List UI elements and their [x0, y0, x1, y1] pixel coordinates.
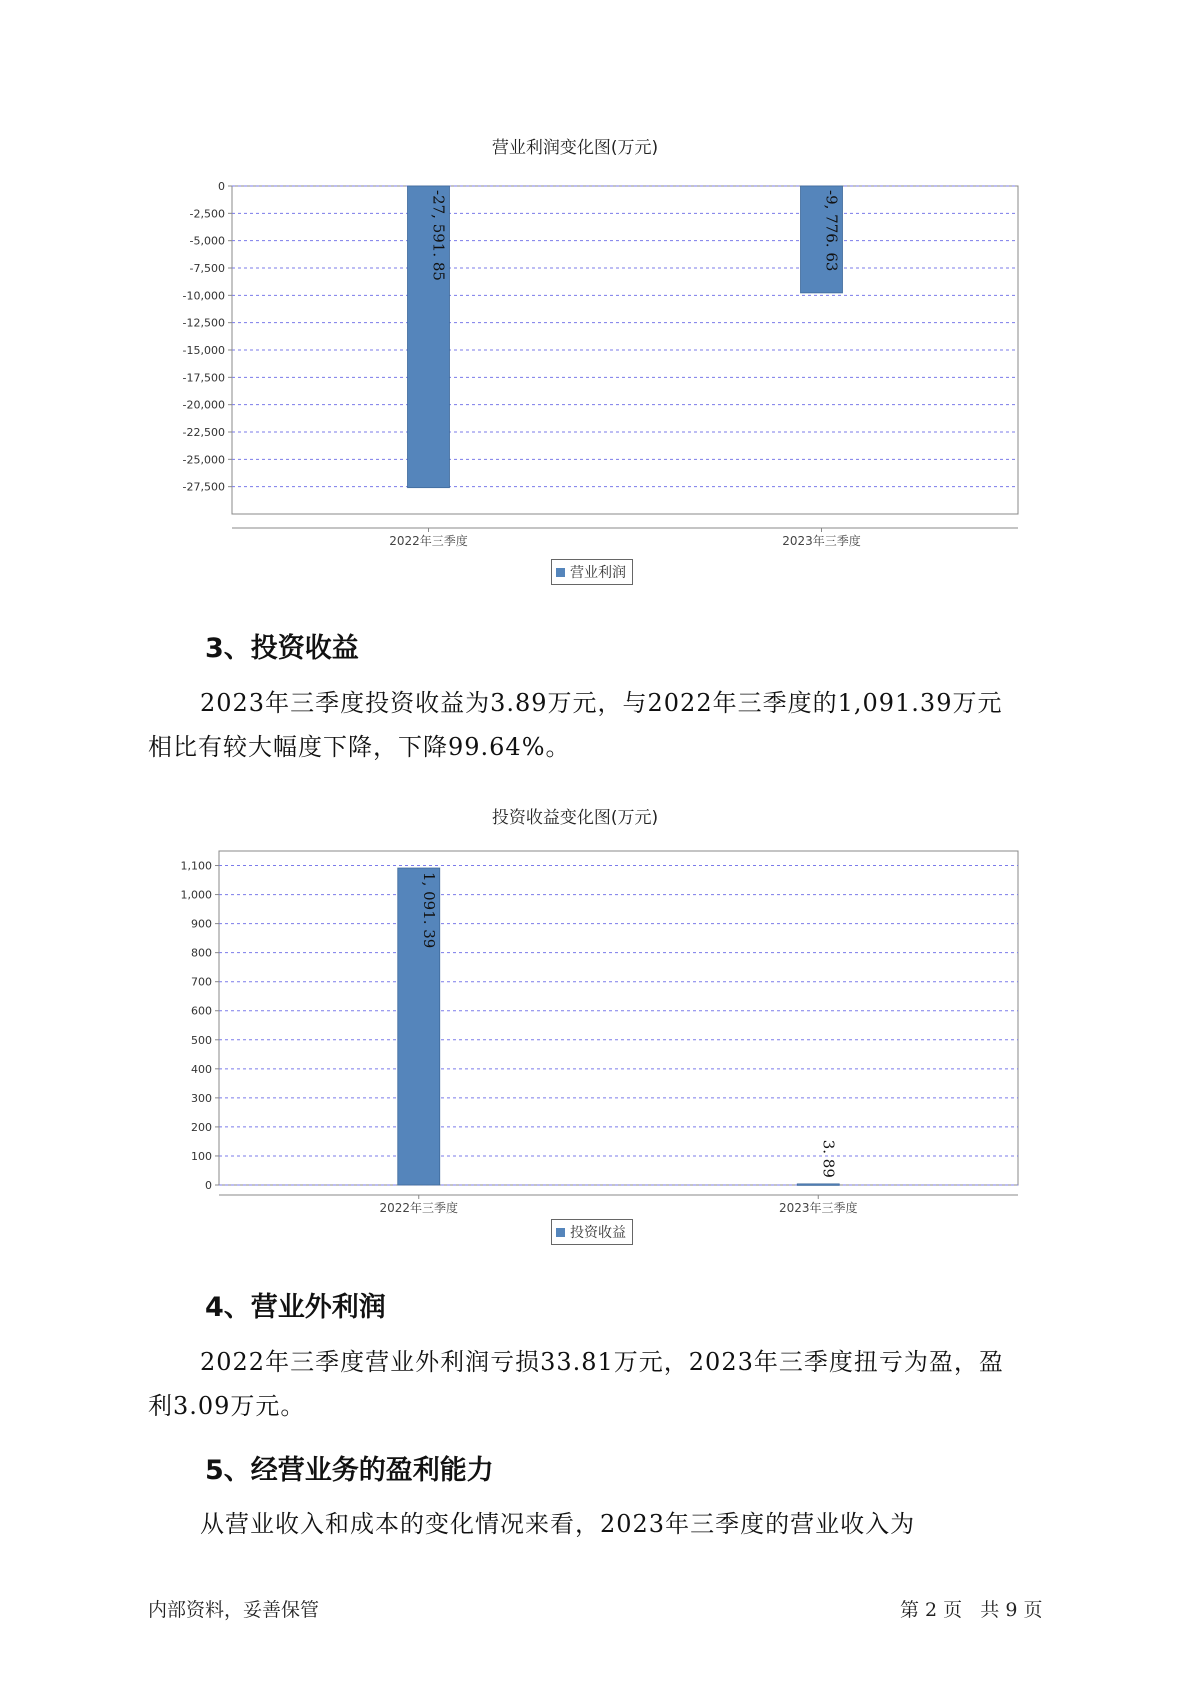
y-tick-label: 500	[191, 1033, 212, 1047]
plot-frame	[219, 851, 1018, 1185]
y-tick-label: -7,500	[189, 262, 225, 275]
y-tick-label: -10,000	[182, 289, 225, 303]
y-tick-label: 1,100	[180, 859, 212, 873]
section5-paragraph	[148, 1502, 1068, 1546]
section4-line-2: 利3.09万元。	[148, 1392, 306, 1420]
section4-paragraph	[148, 1340, 1068, 1428]
y-tick-label: -20,000	[182, 398, 225, 412]
chart2-legend	[551, 1219, 633, 1245]
data-label: 1, 091. 39	[419, 872, 438, 949]
x-tick-label: 2023年三季度	[782, 534, 861, 548]
chart2-title: 投资收益变化图(万元)	[491, 808, 659, 828]
y-tick-label: 200	[191, 1120, 212, 1134]
y-tick-label: 900	[191, 917, 212, 931]
section3-heading: 3、投资收益	[205, 633, 359, 664]
data-label: -27, 591. 85	[429, 190, 448, 281]
y-tick-label: 100	[191, 1149, 212, 1163]
y-tick-label: 800	[191, 946, 212, 960]
chart1-legend-label: 营业利润	[570, 565, 626, 581]
section3-line-1: 2023年三季度投资收益为3.89万元，与2022年三季度的1,091.39万元	[200, 689, 1003, 717]
y-tick-label: -22,500	[182, 426, 225, 439]
y-tick-label: 600	[191, 1004, 212, 1018]
x-tick-label: 2023年三季度	[778, 1201, 858, 1215]
x-tick-label: 2022年三季度	[389, 534, 468, 548]
bar	[797, 1184, 839, 1186]
y-tick-label: 400	[191, 1062, 212, 1076]
y-tick-label: -17,500	[182, 371, 225, 385]
y-tick-label: 300	[191, 1091, 212, 1105]
x-tick-label: 2022年三季度	[379, 1201, 459, 1215]
y-tick-label: -12,500	[182, 316, 225, 330]
section5-heading: 5、经营业务的盈利能力	[205, 1455, 494, 1486]
y-tick-label: -27,500	[182, 480, 225, 494]
y-tick-label: 1,000	[180, 888, 212, 902]
legend-swatch	[556, 1228, 565, 1237]
footer-right: 第 2 页 共 9 页	[900, 1599, 1043, 1621]
section5-line-1: 从营业收入和成本的变化情况来看，2023年三季度的营业收入为	[200, 1510, 916, 1538]
y-tick-label: -25,000	[182, 453, 225, 467]
y-tick-label: 0	[218, 180, 225, 193]
chart1-title: 营业利润变化图(万元)	[491, 138, 659, 158]
y-tick-label: -2,500	[189, 207, 225, 221]
footer-left: 内部资料，妥善保管	[148, 1599, 320, 1621]
chart2-legend-label: 投资收益	[570, 1225, 626, 1241]
y-tick-label: -5,000	[189, 234, 225, 248]
y-tick-label: -15,000	[182, 344, 225, 357]
data-label: 3. 89	[819, 1139, 838, 1178]
section3-line-2: 相比有较大幅度下降，下降99.64%。	[148, 733, 571, 761]
y-tick-label: 700	[191, 975, 212, 989]
section4-heading: 4、营业外利润	[205, 1292, 386, 1323]
data-label: -9, 776. 63	[822, 190, 841, 272]
y-tick-label: 0	[205, 1179, 212, 1192]
section4-line-1: 2022年三季度营业外利润亏损33.81万元，2023年三季度扭亏为盈，盈	[200, 1348, 1004, 1376]
